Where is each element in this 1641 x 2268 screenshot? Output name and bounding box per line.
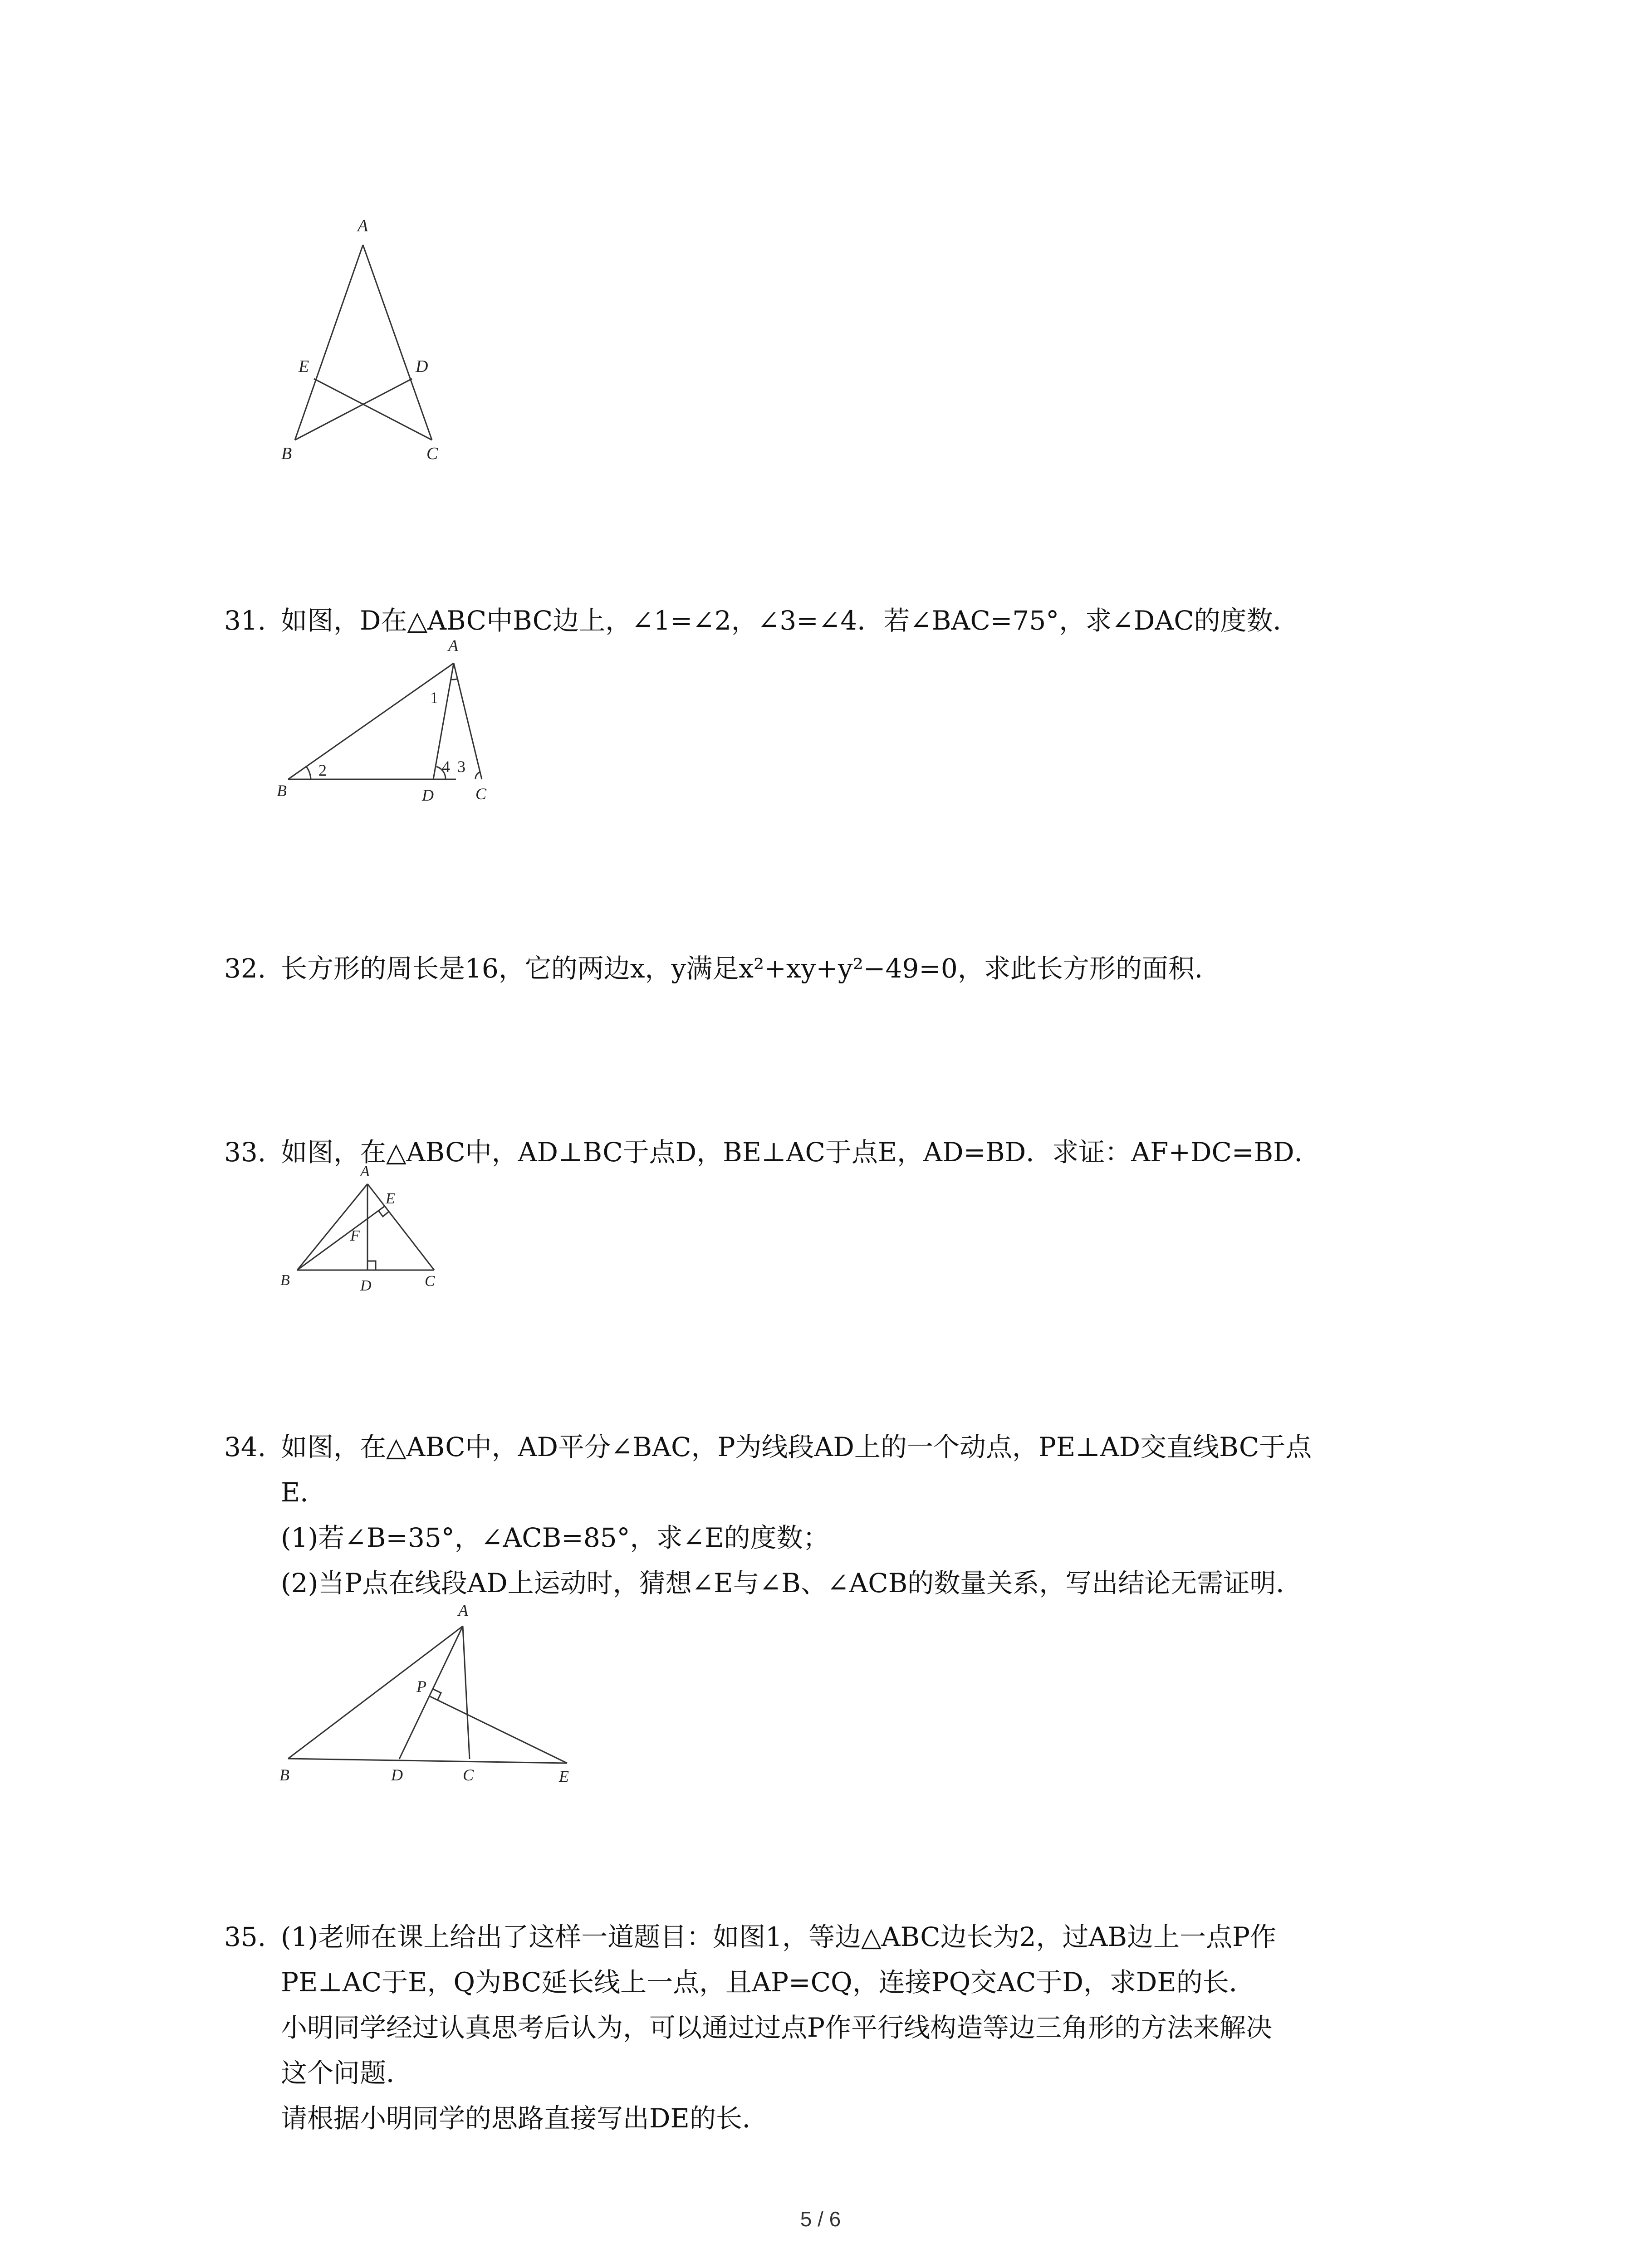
label-F: F	[350, 1227, 360, 1244]
label-B: B	[279, 1766, 289, 1784]
question-line-2: PE⊥AC于E，Q为BC延长线上一点，且AP=CQ，连接PQ交AC于D，求DE的长．	[281, 1967, 1255, 1998]
label-B: B	[277, 782, 287, 800]
right-angle-D	[367, 1261, 376, 1270]
segment-PE	[430, 1696, 567, 1763]
question-line-4: 这个问题．	[281, 2058, 413, 2088]
segment-AC	[463, 1626, 470, 1759]
segment-AB	[295, 245, 363, 440]
question-text: 长方形的周长是16，它的两边x，y满足x²+xy+y²−49=0，求此长方形的面积．	[281, 953, 1221, 984]
segment-AD	[399, 1626, 463, 1759]
angle-label-1: 1	[430, 689, 438, 707]
label-B: B	[281, 444, 292, 463]
label-D: D	[422, 786, 434, 804]
question-line-1: (1)老师在课上给出了这样一道题目：如图1，等边△ABC边长为2，过AB边上一点P作	[281, 1921, 1277, 1952]
label-A: A	[360, 1163, 370, 1180]
label-A: A	[458, 1601, 468, 1619]
question-line-4: (2)当P点在线段AD上运动时，猜想∠E与∠B、∠ACB的数量关系，写出结论无需证明．	[281, 1568, 1303, 1598]
question-number: 31.	[224, 605, 266, 636]
question-number: 34.	[224, 1432, 266, 1462]
question-number: 35.	[224, 1921, 266, 1952]
label-A: A	[448, 636, 458, 655]
question-number: 32.	[224, 953, 266, 984]
label-C: C	[426, 444, 438, 463]
label-B: B	[280, 1272, 290, 1289]
figure-q34	[272, 1601, 581, 1792]
angle-label-2: 2	[318, 761, 327, 779]
angle-arc-3	[475, 772, 480, 779]
question-line-5: 请根据小明同学的思路直接写出DE的长．	[281, 2103, 769, 2134]
angle-label-3: 3	[457, 758, 465, 776]
label-C: C	[475, 785, 487, 803]
label-C: C	[425, 1273, 435, 1290]
line-BE	[288, 1759, 567, 1763]
segment-BA	[288, 663, 454, 779]
label-E: E	[299, 357, 309, 376]
question-text: 如图，D在△ABC中BC边上，∠1=∠2，∠3=∠4．若∠BAC=75°，求∠DAC的度数．	[281, 605, 1299, 636]
label-D: D	[391, 1766, 403, 1784]
right-angle-E	[378, 1211, 389, 1217]
segment-AC	[367, 1184, 434, 1270]
segment-BA	[288, 1626, 463, 1759]
figure-q30	[272, 218, 481, 472]
label-P: P	[416, 1677, 426, 1696]
label-C: C	[463, 1766, 474, 1784]
question-line-3: (1)若∠B=35°，∠ACB=85°，求∠E的度数；	[281, 1522, 829, 1553]
question-text: 如图，在△ABC中，AD⊥BC于点D，BE⊥AC于点E，AD=BD．求证：AF+DC=BD．	[281, 1137, 1321, 1168]
question-32	[224, 946, 1449, 991]
question-line-3: 小明同学经过认真思考后认为，可以通过过点P作平行线构造等边三角形的方法来解决	[281, 2012, 1273, 2043]
figure-q33	[272, 1163, 454, 1300]
figure-q31	[272, 635, 508, 807]
page-number: 5 / 6	[800, 2207, 841, 2231]
angle-label-4: 4	[442, 758, 450, 776]
angle-arc-2	[306, 767, 311, 779]
question-35	[224, 1914, 1449, 2141]
question-number: 33.	[224, 1137, 266, 1168]
question-line-1: 如图，在△ABC中，AD平分∠BAC，P为线段AD上的一个动点，PE⊥AD交直线BC于点	[281, 1432, 1312, 1462]
segment-AC	[363, 245, 432, 440]
label-E: E	[559, 1767, 569, 1785]
question-34	[224, 1424, 1449, 1606]
label-D: D	[360, 1277, 372, 1294]
label-A: A	[358, 218, 368, 235]
question-line-2: E．	[281, 1477, 327, 1508]
label-D: D	[416, 357, 428, 376]
label-E: E	[386, 1190, 395, 1207]
